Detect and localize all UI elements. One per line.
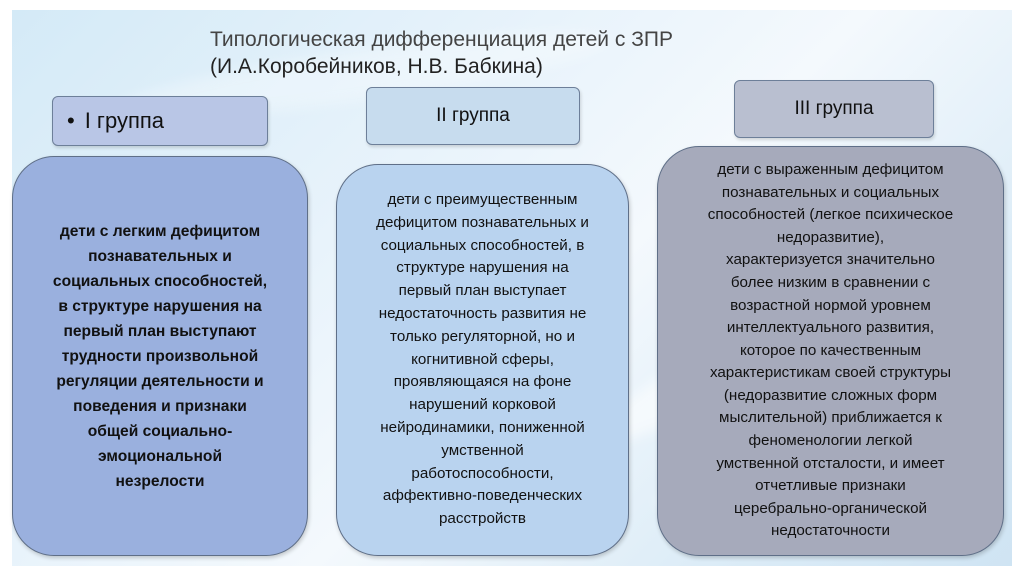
group-1-heading: I группа xyxy=(84,108,165,133)
slide-title: Типологическая дифференциация детей с ЗПР xyxy=(210,28,673,51)
group-2-description: дети с преимущественным дефицитом познавательных и социальных способностей, в структуре нарушения на первый план выступает недостаточность развития не только регуляторной, но и когнитивной сферы, проявляющаяся на фоне нарушений корковой нейродинамики, пониженной умственной работоспособности, аффективно-поведенческих расстройств xyxy=(376,191,589,528)
group-1-description-card xyxy=(12,156,308,556)
group-1-description: дети с легким дефицитом познавательных и социальных способностей, в структуре нарушения на первый план выступают трудности произвольной регуляции деятельности и поведения и признаки общей социально- эмоциональной незрелости xyxy=(52,222,268,490)
group-2-description-card xyxy=(336,164,629,556)
group-3-heading: III группа xyxy=(794,98,874,119)
group-3-heading-box xyxy=(734,80,934,138)
group-3-description: дети с выраженным дефицитом познавательных и социальных способностей (легкое психическое недоразвитие), характеризуется значительно более низким в сравнении с возрастной нормой уровнем интеллектуального развития, которое по качественным характеристикам своей структуры (недоразвитие сложных форм мыслительной) приближается к феноменологии легкой умственной отсталости, и имеет отчетливые признаки церебрально-органической недостаточности xyxy=(707,160,954,540)
group-3-description-card xyxy=(657,146,1004,556)
bullet-icon: • xyxy=(67,108,75,133)
group-1-heading-box xyxy=(52,96,268,146)
slide-subtitle: (И.А.Коробейников, Н.В. Бабкина) xyxy=(210,55,543,78)
group-2-heading: II группа xyxy=(436,105,510,126)
group-2-heading-box xyxy=(366,87,580,145)
